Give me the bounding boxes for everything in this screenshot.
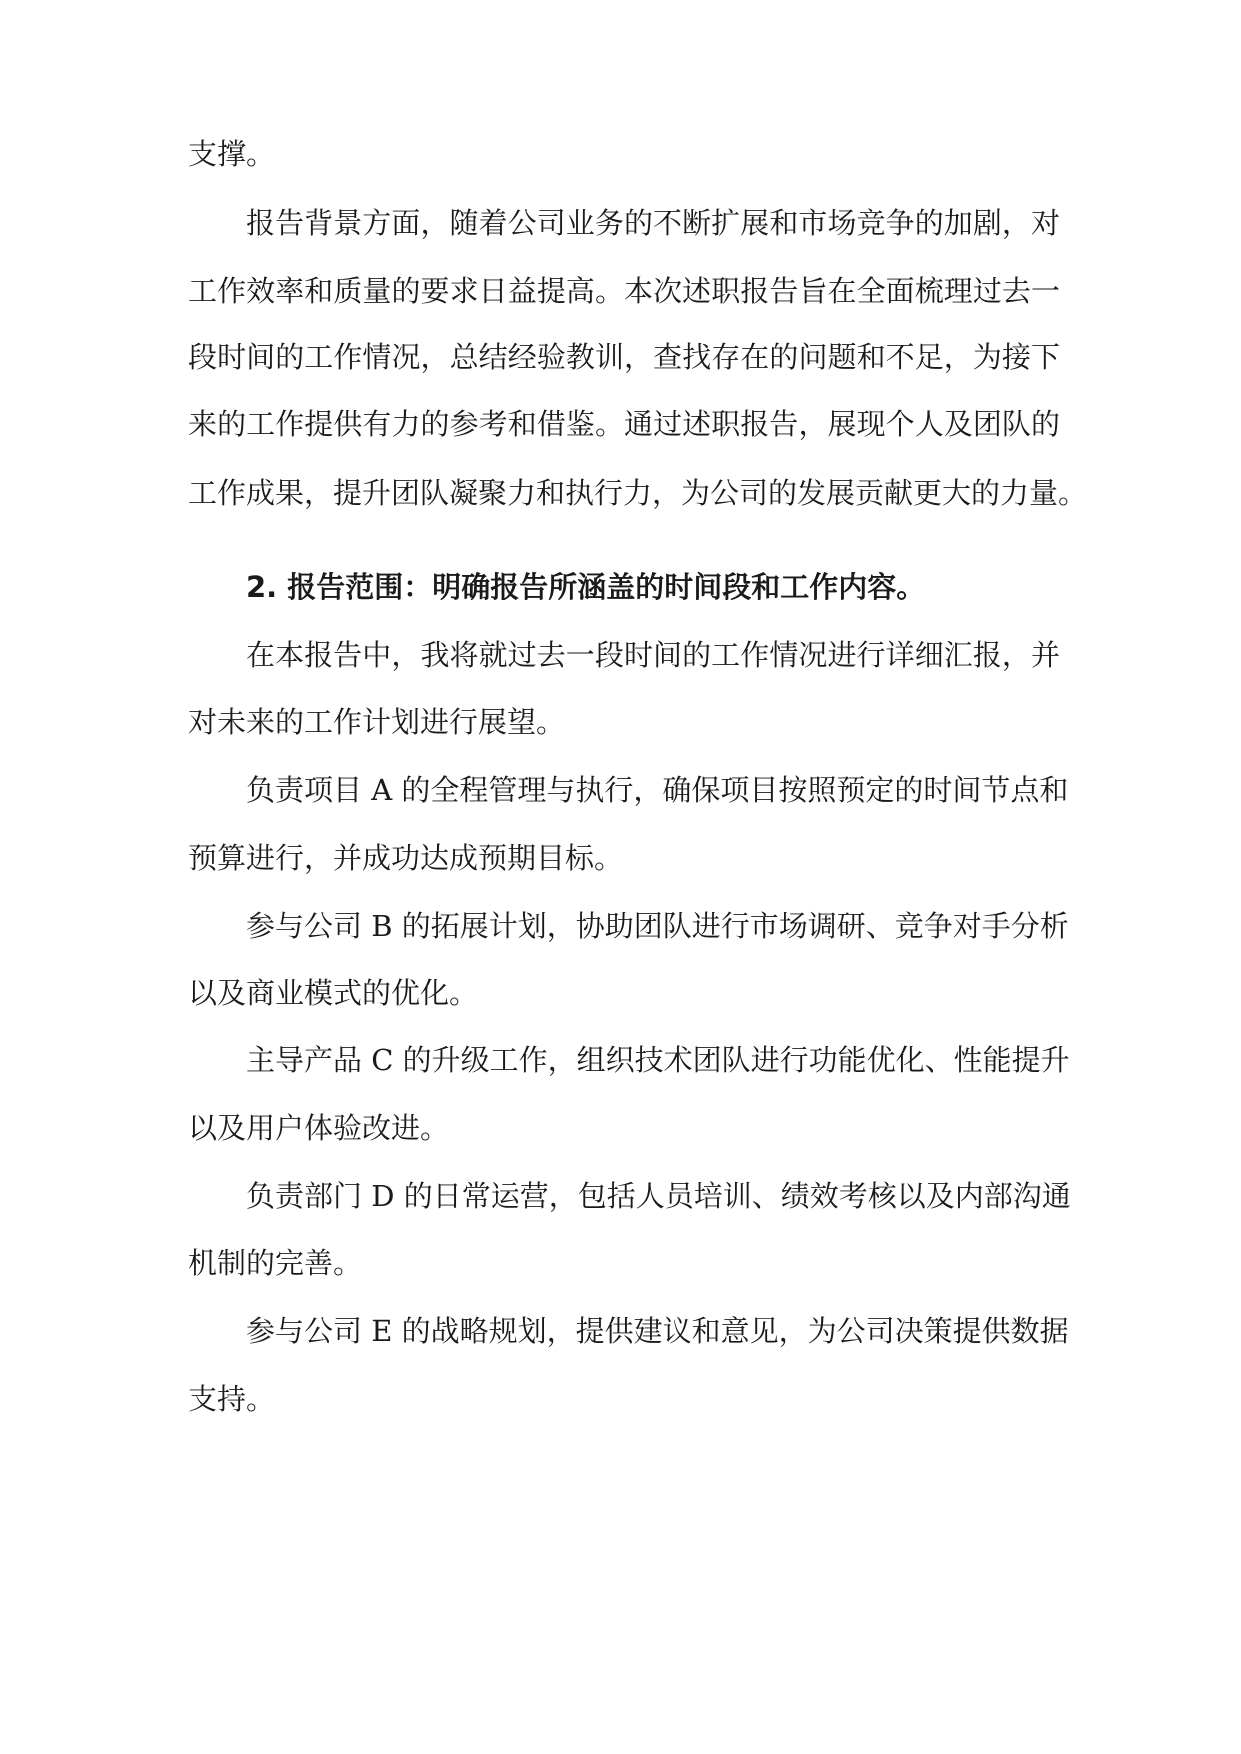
paragraph-line: 负责部门 D 的日常运营，包括人员培训、绩效考核以及内部沟通 (246, 1179, 1071, 1213)
paragraph-line: 对未来的工作计划进行展望。 (188, 705, 566, 739)
paragraph-line: 工作效率和质量的要求日益提高。本次述职报告旨在全面梳理过去一 (188, 274, 1060, 308)
paragraph-line: 支撑。 (188, 137, 276, 171)
paragraph-line: 支持。 (188, 1382, 276, 1416)
paragraph-line: 负责项目 A 的全程管理与执行，确保项目按照预定的时间节点和 (246, 773, 1069, 807)
paragraph-line: 报告背景方面，随着公司业务的不断扩展和市场竞争的加剧，对 (246, 206, 1060, 240)
paragraph-line: 参与公司 E 的战略规划，提供建议和意见，为公司决策提供数据 (246, 1314, 1069, 1348)
paragraph-line: 机制的完善。 (188, 1246, 363, 1280)
paragraph-line: 主导产品 C 的升级工作，组织技术团队进行功能优化、性能提升 (246, 1043, 1070, 1077)
paragraph-line: 参与公司 B 的拓展计划，协助团队进行市场调研、竞争对手分析 (246, 909, 1069, 943)
paragraph-line: 段时间的工作情况，总结经验教训，查找存在的问题和不足，为接下 (188, 340, 1060, 374)
paragraph-line: 以及商业模式的优化。 (188, 976, 479, 1010)
paragraph-line: 在本报告中，我将就过去一段时间的工作情况进行详细汇报，并 (246, 638, 1060, 672)
paragraph-line: 工作成果，提升团队凝聚力和执行力，为公司的发展贡献更大的力量。 (188, 476, 1088, 510)
section-heading: 2. 报告范围：明确报告所涵盖的时间段和工作内容。 (246, 570, 926, 604)
paragraph-line: 来的工作提供有力的参考和借鉴。通过述职报告，展现个人及团队的 (188, 407, 1060, 441)
paragraph-line: 预算进行，并成功达成预期目标。 (188, 841, 624, 875)
paragraph-line: 以及用户体验改进。 (188, 1111, 450, 1145)
